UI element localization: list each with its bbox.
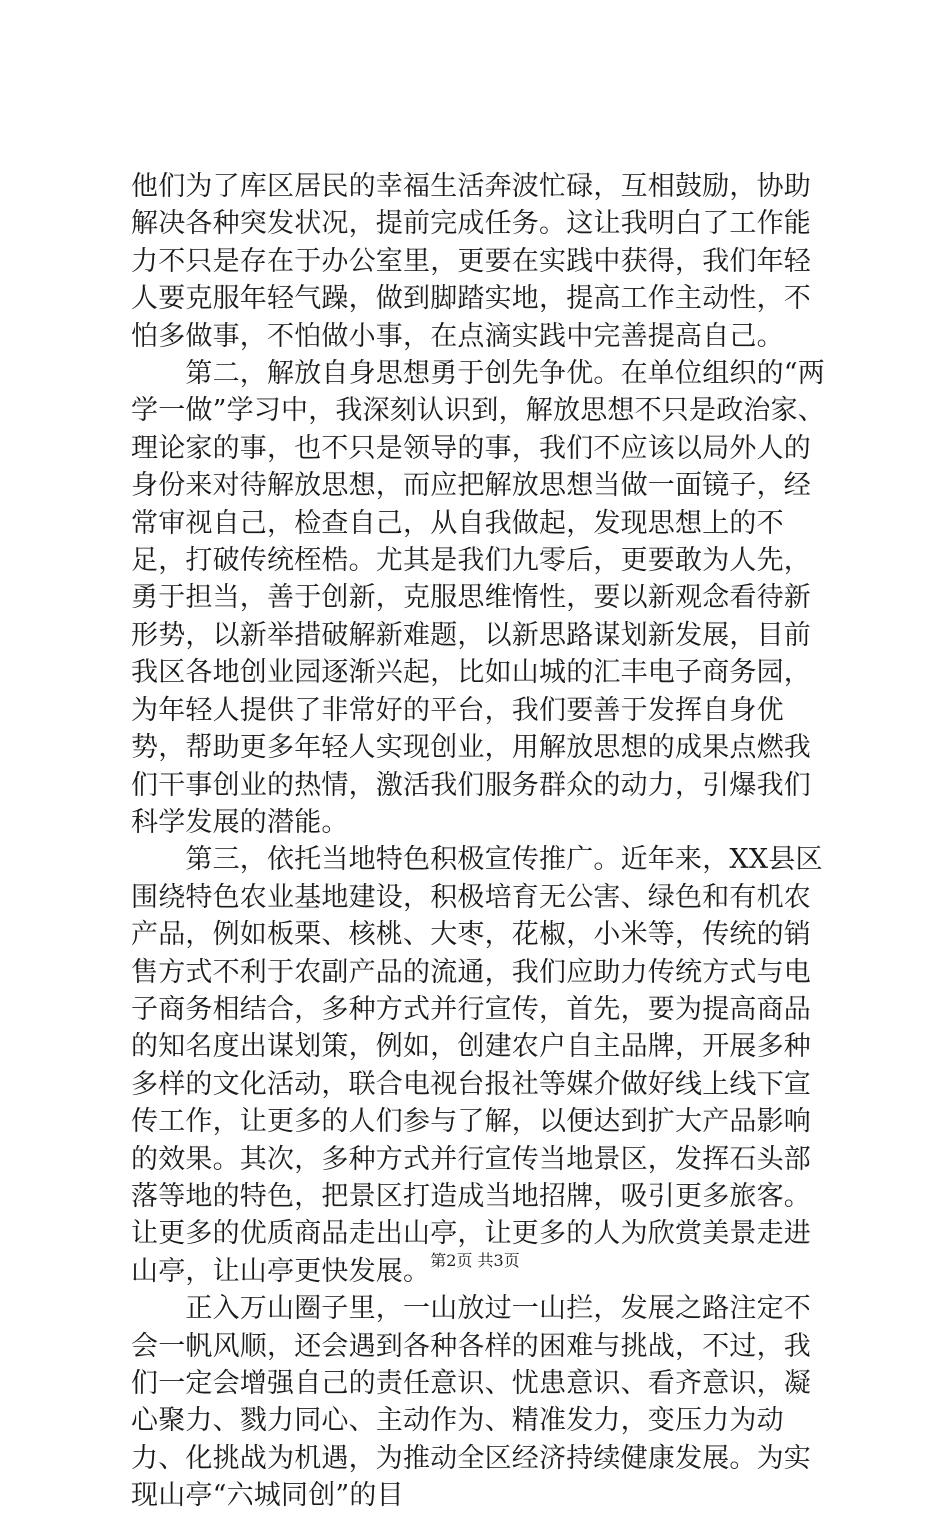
paragraph-second-point: 第二，解放自身思想勇于创先争优。在单位组织的“两学一做”学习中，我深刻认识到，解放思想不只是政治家、理论家的事，也不只是领导的事，我们不应该以局外人的身份来对待解放思想，而应把解放思想当做一面镜子，经常审视自己，检查自己，从自我做起，发现思想上的不足，打破传统桎梏。尤其是我们九零后，更要敢为人先，勇于担当，善于创新，克服思维惰性，要以新观念看待新形势，以新举措破解新难题，以新思路谋划新发展，目前我区各地创业园逐渐兴起，比如山城的汇丰电子商务园，为年轻人提供了非常好的平台，我们要善于发挥自身优势，帮助更多年轻人实现创业，用解放思想的成果点燃我们干事创业的热情，激活我们服务群众的动力，引爆我们科学发展的潜能。 bbox=[131, 358, 826, 838]
body-text bbox=[131, 168, 825, 1515]
paragraph-third-point: 第三，依托当地特色积极宣传推广。近年来，XX县区围绕特色农业基地建设，积极培育无公害、绿色和有机农产品，例如板栗、核桃、大枣，花椒，小米等，传统的销售方式不利于农副产品的流通，我们应助力传统方式与电子商务相结合，多种方式并行宣传，首先，要为提高商品的知名度出谋划策，例如，创建农户自主品牌，开展多种多样的文化活动，联合电视台报社等媒介做好线上线下宣传工作，让更多的人们参与了解，以便达到扩大产品影响的效果。其次，多种方式并行宣传当地景区，发挥石头部落等地的特色，把景区打造成当地招牌，吸引更多旅客。让更多的优质商品走出山亭，让更多的人为欣赏美景走进山亭，让山亭更快发展。 bbox=[131, 844, 823, 1287]
paragraph-conclusion: 正入万山圈子里，一山放过一山拦，发展之路注定不会一帆风顺，还会遇到各种各样的困难与挑战，不过，我们一定会增强自己的责任意识、忧患意识、看齐意识，凝心聚力、戮力同心、主动作为、精准发力，变压力为动力、化挑战为机遇，为推动全区经济持续健康发展。为实现山亭“六城同创”的目 bbox=[131, 1293, 811, 1512]
paragraph-continuation: 他们为了库区居民的幸福生活奔波忙碌，互相鼓励，协助解决各种突发状况，提前完成任务。这让我明白了工作能力不只是存在于办公室里，更要在实践中获得，我们年轻人要克服年轻气躁，做到脚踏实地，提高工作主动性，不怕多做事，不怕做小事，在点滴实践中完善提高自己。 bbox=[131, 171, 811, 352]
page-footer: 第2页 共3页 bbox=[430, 1251, 520, 1270]
